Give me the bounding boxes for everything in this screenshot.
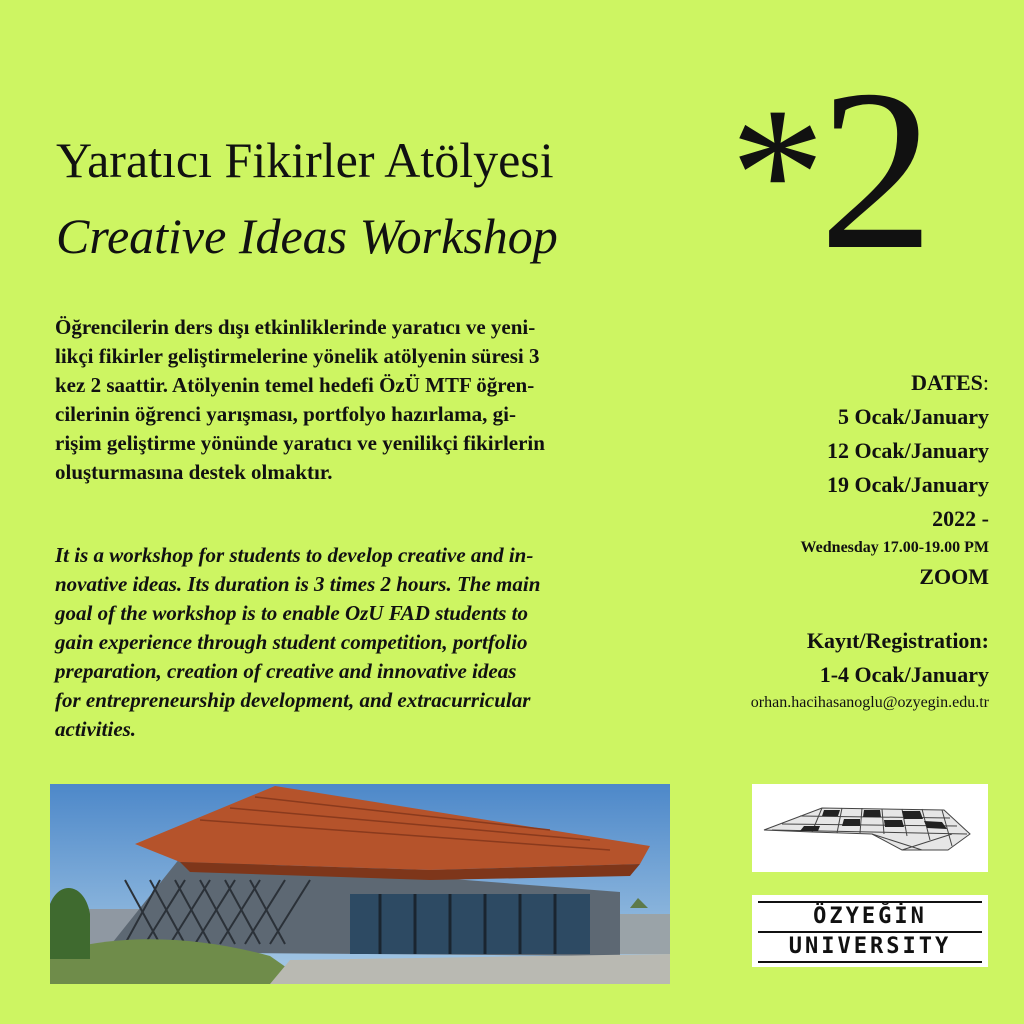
contact-email[interactable]: orhan.hacihasanoglu@ozyegin.edu.tr — [750, 694, 989, 711]
description-english: It is a workshop for students to develop creative and in- novative ideas. Its duration is 3 times 2 hours. The main goal of the workshop is to enable OzU FAD students to gain experience through student competition, portfolio preparation, creation of creative and innovative ideas for entrepreneurship development, and extracurricular activities. — [55, 543, 541, 741]
schedule-panel — [659, 366, 989, 714]
schedule-platform: ZOOM — [919, 564, 989, 589]
schedule-year: 2022 - — [932, 506, 989, 531]
dates-heading — [659, 366, 989, 400]
date-item: 5 Ocak/January — [838, 404, 989, 429]
title-english: Creative Ideas Workshop — [56, 208, 558, 264]
registration-dates: 1-4 Ocak/January — [819, 662, 989, 687]
title-turkish: Yaratıcı Fikirler Atölyesi — [56, 132, 554, 188]
schedule-time: Wednesday 17.00-19.00 PM — [800, 539, 989, 556]
building-photo — [50, 784, 670, 984]
description-turkish: Öğrencilerin ders dışı etkinliklerinde yaratıcı ve yeni- likçi fikirler geliştirmelerine yönelik atölyenin süresi 3 kez 2 saattir. Atölyenin temel hedefi ÖzÜ MTF öğren- cilerinin öğrenci yarışması, portfolyo hazırlama, gi- rişim geliştirme yönünde yaratıcı ve yenilikçi fikirlerin oluşturmasına destek olmaktır. — [55, 315, 545, 484]
faculty-logo — [752, 784, 988, 872]
university-logo-line1: ÖZYEĞİN — [813, 904, 927, 929]
grid-structure-icon — [752, 784, 988, 872]
workshop-number-digit: 2 — [819, 42, 934, 297]
asterisk-mark: * — [730, 69, 825, 279]
dates-label: DATES — [911, 370, 983, 395]
date-item: 12 Ocak/January — [827, 438, 989, 463]
workshop-number — [730, 42, 934, 297]
date-item: 19 Ocak/January — [827, 472, 989, 497]
university-logo-line2: UNIVERSITY — [788, 934, 952, 959]
university-logo — [752, 895, 988, 967]
dates-colon: : — [982, 370, 989, 395]
registration-label: Kayıt/Registration: — [806, 628, 989, 653]
